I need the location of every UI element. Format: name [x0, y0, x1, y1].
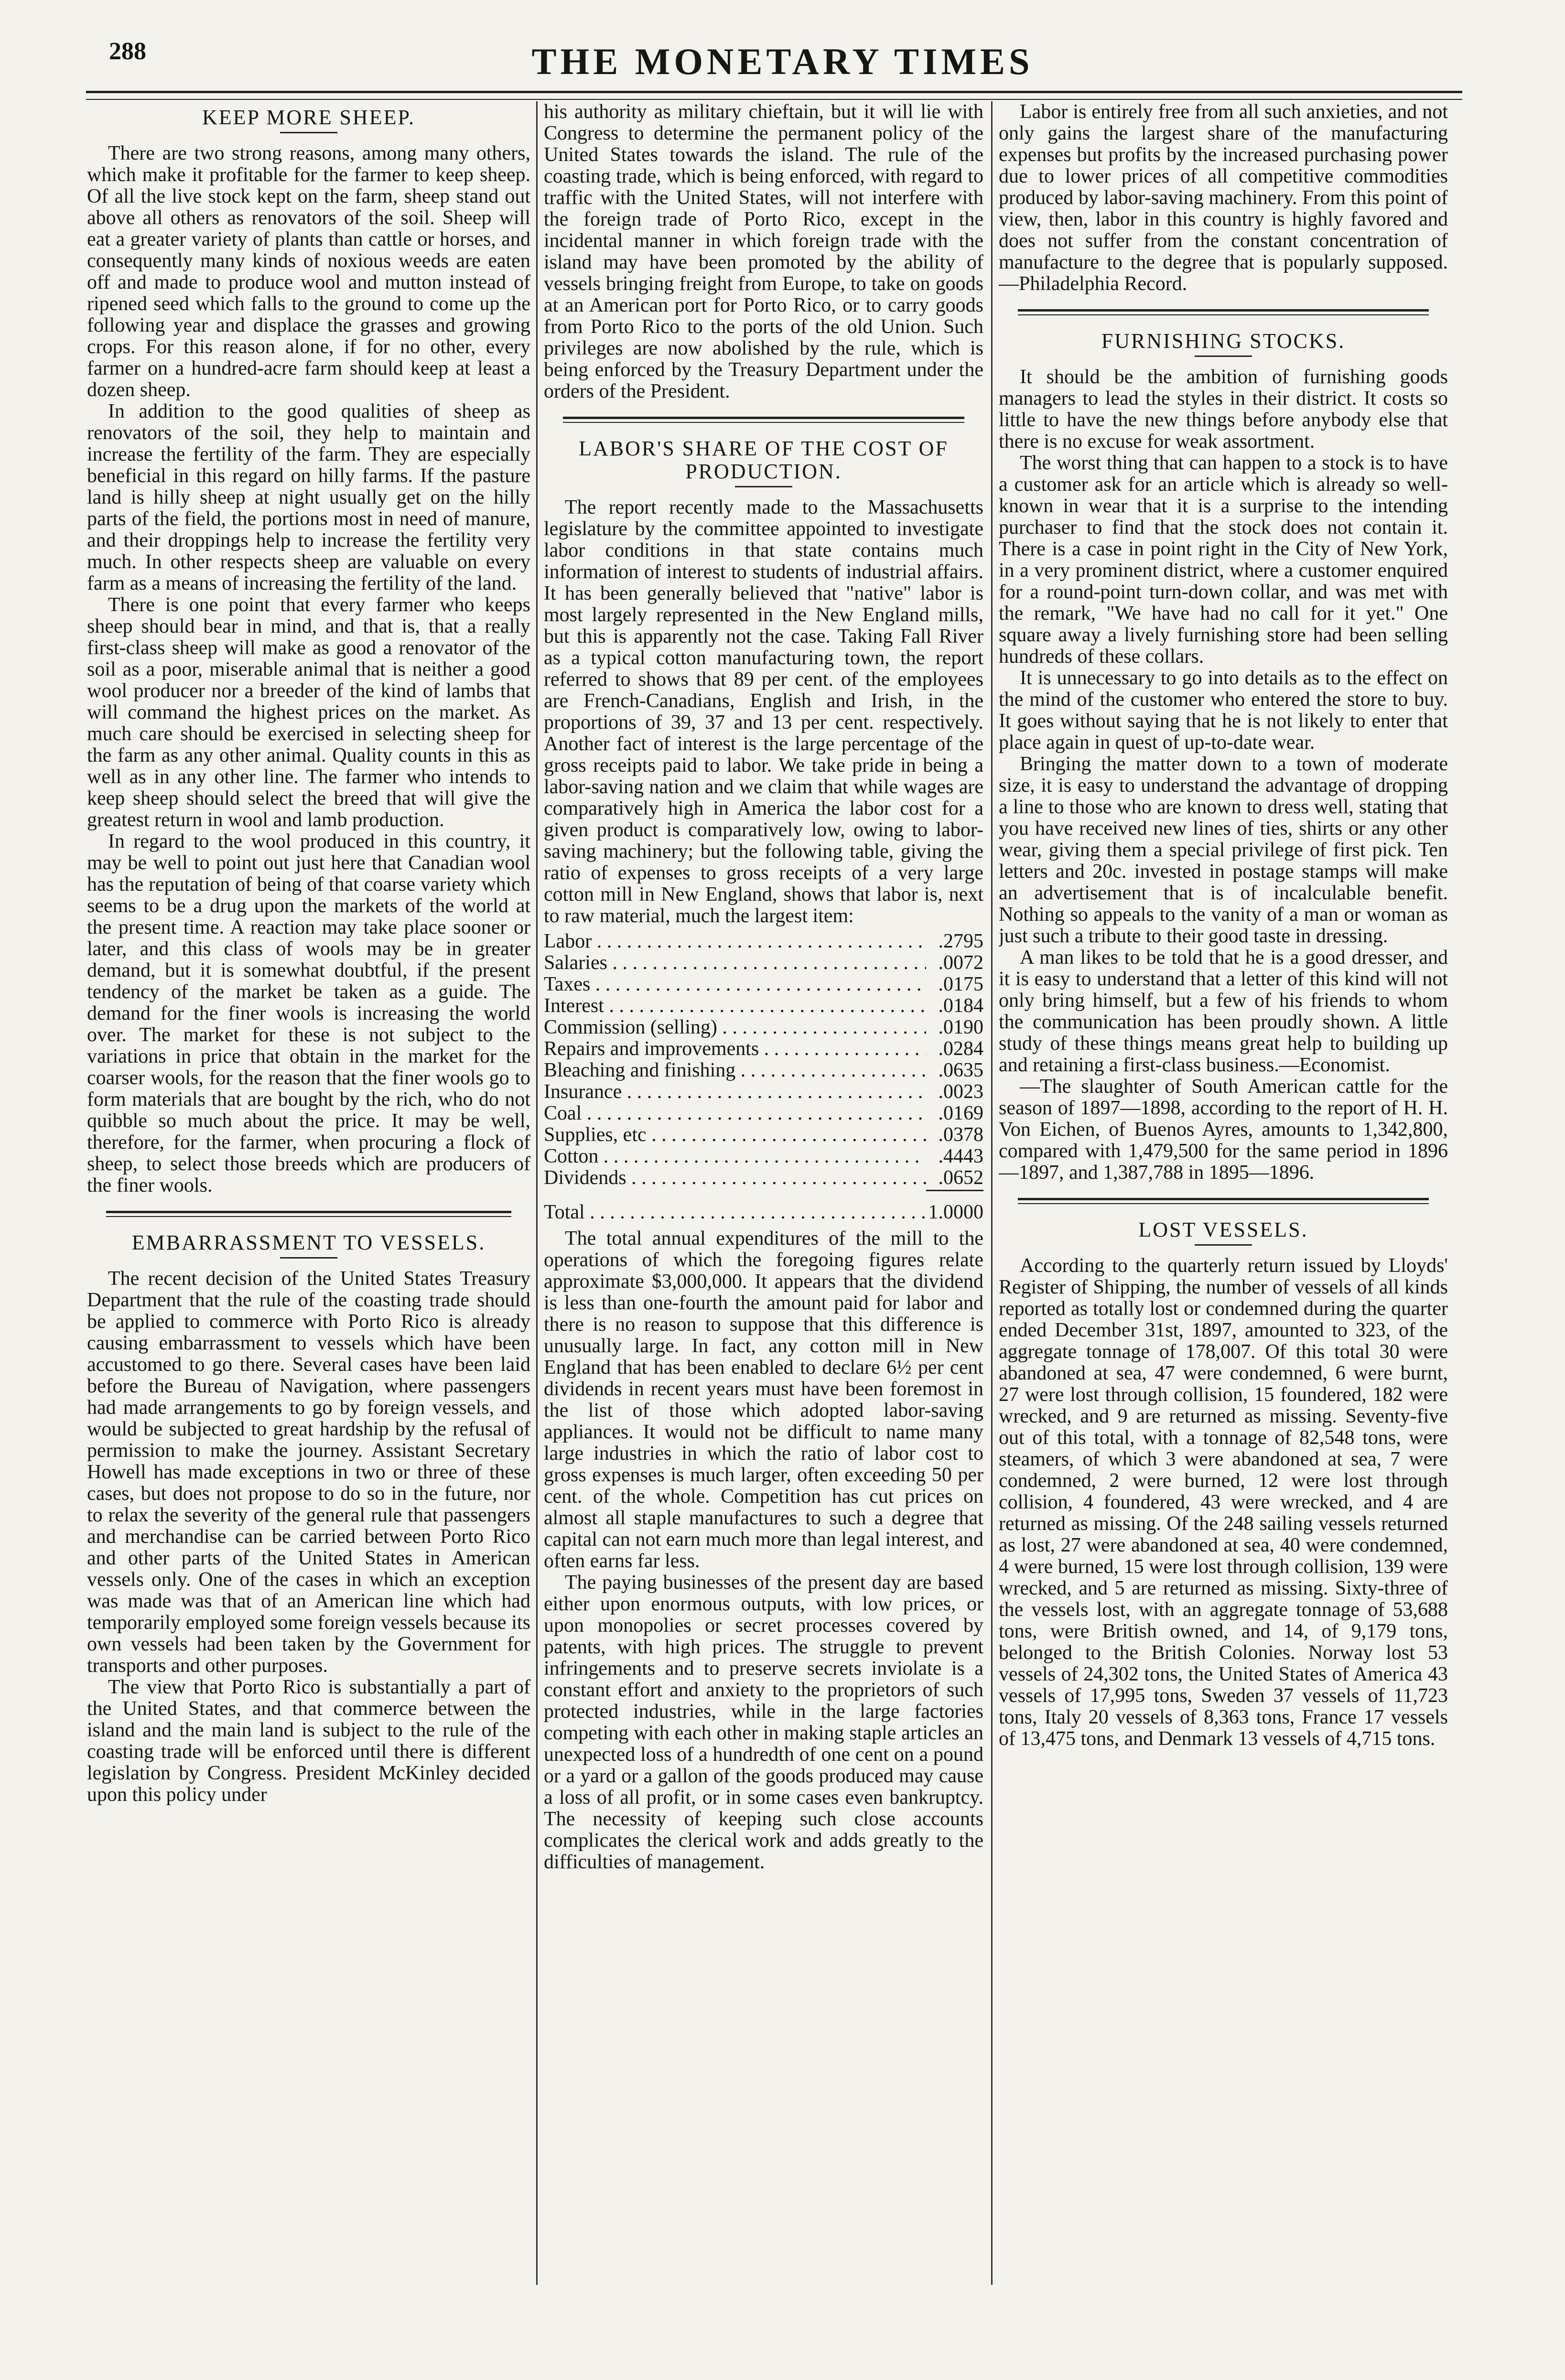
column-1	[87, 101, 530, 2280]
table-row	[544, 1103, 983, 1124]
table-label: Insurance . . .	[544, 1081, 926, 1103]
table-row	[544, 1124, 983, 1146]
article-paragraph: There is one point that every farmer who keeps sheep should bear in mind, and that is, that a really first-class sheep will make as good a renovator of the soil as a poor, miserable animal that is neither a good wool producer nor a breeder of the kind of lambs that will command the highest prices on the market. As much care should be exercised in selecting sheep for the farm as any other animal. Quality counts in this as well as in any other line. The farmer who intends to keep sheep should select the breed that will give the greatest return in wool and lamb production.	[87, 594, 530, 831]
article-separator	[106, 1211, 511, 1217]
table-value: .0023	[938, 1081, 983, 1103]
table-row	[544, 1017, 983, 1038]
header-rule	[86, 91, 1462, 100]
column-3	[999, 101, 1448, 2280]
table-value: .0378	[938, 1124, 983, 1146]
table-value: .0072	[938, 952, 983, 974]
title-rule	[280, 132, 337, 133]
article-paragraph: The report recently made to the Massachusetts legislature by the committee appointed to investigate labor conditions in that state contains much information of interest to students of industrial affairs. It has been generally believed that "native" labor is most largely represented in the New England mills, but this is apparently not the case. Taking Fall River as a typical cotton manufacturing town, the report referred to shows that 89 per cent. of the employees are French-Canadians, English and Irish, in the proportions of 39, 37 and 13 per cent. respectively. Another fact of interest is the large percentage of the gross receipts paid to labor. We take pride in being a labor-saving nation and we claim that while wages are comparatively high in America the labor cost for a given product is comparatively low, owing to labor-saving machinery; but the following table, giving the ratio of expenses to gross receipts of a very large cotton mill in New England, shows that labor is, next to raw material, much the largest item:	[544, 496, 983, 927]
table-label: Cotton . . .	[544, 1146, 926, 1167]
article-paragraph: —The slaughter of South American cattle for the season of 1897—1898, according to the report of H. H. Von Eichen, of Buenos Ayres, amounts to 1,342,800, compared with 1,479,500 for the same period in 1896—1897, and 1,387,788 in 1895—1896.	[999, 1076, 1448, 1184]
article-separator	[1018, 309, 1429, 315]
table-row	[544, 931, 983, 952]
table-label: Labor . . .	[544, 931, 926, 952]
page-number: 288	[109, 38, 146, 65]
table-value: .0169	[938, 1102, 983, 1124]
total-rule	[926, 1190, 983, 1191]
article-paragraph: Labor is entirely free from all such anxieties, and not only gains the largest share of the manufacturing expenses but profits by the increased purchasing power due to lower prices of all competitive commodities produced by labor-saving machinery. From this point of view, then, labor in this country is highly favored and does not suffer from the constant concentration of manufacture to the degree that is popularly supposed.—Philadelphia Record.	[999, 101, 1448, 295]
article-paragraph: There are two strong reasons, among many others, which make it profitable for the farmer to keep sheep. Of all the live stock kept on the farm, sheep stand out above all others as renovators of the soil. Sheep will eat a greater variety of plants than cattle or horses, and consequently many kinds of noxious weeds are eaten off and made to produce wool and mutton instead of ripened seed which falls to the ground to come up the following year and displace the grasses and growing crops. For this reason alone, if for no other, every farmer on a hundred-acre farm should keep at least a dozen sheep.	[87, 142, 530, 401]
article-title-keep-more-sheep: KEEP MORE SHEEP.	[202, 106, 416, 129]
column-divider	[536, 101, 538, 2285]
article-paragraph: Bringing the matter down to a town of moderate size, it is easy to understand the advantage of dropping a line to those who are known to dress well, stating that you have received new lines of ties, shirts or any other wear, giving them a special privilege of first pick. Ten letters and 20c. invested in postage stamps will make an advertisement that is of incalculable benefit. Nothing so appeals to the vanity of a man or woman as just such a tribute to their good taste in dressing.	[999, 753, 1448, 947]
title-rule	[735, 486, 792, 487]
table-label: Taxes . . .	[544, 974, 926, 995]
article-paragraph: A man likes to be told that he is a good dresser, and it is easy to understand that a letter of this kind will not only bring himself, but a few of his friends to whom the communication has been proudly shown. A little study of these things means great help to building up and retaining a first-class business.—Economist.	[999, 947, 1448, 1076]
table-label: Bleaching and finishing . . .	[544, 1060, 926, 1081]
table-row	[544, 1167, 983, 1189]
table-value: .0175	[938, 973, 983, 995]
table-row	[544, 1038, 983, 1060]
table-total-row	[544, 1202, 983, 1223]
table-row	[544, 974, 983, 995]
table-row	[544, 1081, 983, 1103]
table-value: .0652	[938, 1167, 983, 1189]
title-rule	[1195, 1244, 1252, 1246]
table-row	[544, 995, 983, 1017]
title-rule	[280, 1257, 337, 1259]
article-title-furnishing-stocks: FURNISHING STOCKS.	[1101, 329, 1346, 353]
column-2	[544, 101, 983, 2280]
article-paragraph: The recent decision of the United States Treasury Department that the rule of the coasting trade should be applied to commerce with Porto Rico is already causing embarrassment to vessels which have been accustomed to go there. Several cases have been laid before the Bureau of Navigation, where passengers had made arrangements to go by foreign vessels, and would be subjected to great hardship by the refusal of permission to make the journey. Assistant Secretary Howell has made exceptions in two or three of these cases, but does not propose to do so in the future, nor to relax the severity of the general rule that passengers and merchandise can be carried between Porto Rico and other parts of the United States in American vessels only. One of the cases in which an exception was made was that of an American line which had temporarily employed some foreign vessels because its own vessels had been taken by the Government for transports and other purposes.	[87, 1268, 530, 1677]
table-value: .0184	[938, 995, 983, 1017]
table-value: .0284	[938, 1038, 983, 1060]
article-paragraph: The view that Porto Rico is substantially a part of the United States, and that commerce between the island and the main land is subject to the rule of the coasting trade will be enforced until there is different legislation by Congress. President McKinley decided upon this policy under	[87, 1676, 530, 1806]
article-separator	[563, 417, 964, 423]
table-label: Salaries . . .	[544, 952, 926, 974]
article-title-labors-share: LABOR'S SHARE OF THE COST OF PRODUCTION.	[579, 437, 949, 483]
table-row	[544, 1060, 983, 1081]
table-value: .0190	[938, 1016, 983, 1038]
article-paragraph: According to the quarterly return issued by Lloyds' Register of Shipping, the number of vessels of all kinds reported as totally lost or condemned during the quarter ended December 31st, 1897, amounted to 323, of the aggregate tonnage of 178,007. Of this total 30 were abandoned at sea, 47 were condemned, 6 were burnt, 27 were lost through collision, 15 foundered, 182 were wrecked, and 9 are returned as missing. Seventy-five out of this total, with a tonnage of 82,548 tons, were steamers, of which 3 were abandoned at sea, 7 were condemned, 2 were burned, 12 were lost through collision, 4 foundered, 43 were wrecked, and 4 are returned as missing. Of the 248 sailing vessels returned as lost, 27 were abandoned at sea, 40 were condemned, 4 were burned, 15 were lost through collision, 139 were wrecked, and 5 are returned as missing. Sixty-three of the vessels lost, with an aggregate tonnage of 53,688 tons, were British owned, and 14, of 9,179 tons, belonged to the British Colonies. Norway lost 53 vessels of 24,302 tons, the United States of America 43 vessels of 17,995 tons, Sweden 37 vessels of 11,723 tons, Italy 20 vessels of 8,363 tons, France 17 vessels of 13,475 tons, and Denmark 13 vessels of 4,715 tons.	[999, 1255, 1448, 1750]
article-separator	[1018, 1198, 1429, 1204]
title-rule	[1195, 355, 1252, 357]
table-value: .0635	[938, 1059, 983, 1081]
table-row	[544, 952, 983, 974]
expense-table	[544, 931, 983, 1223]
table-label: Dividends . . .	[544, 1167, 926, 1189]
table-value: .2795	[938, 930, 983, 952]
table-total-value: 1.0000	[928, 1201, 983, 1223]
table-total-label: Total . . .	[544, 1202, 926, 1223]
article-paragraph: The worst thing that can happen to a stock is to have a customer ask for an article which is already so well-known in wear that it is a surprise to the intending purchaser to find that the stock does not contain it. There is a case in point right in the City of New York, in a very prominent district, where a customer enquired for a round-point turn-down collar, and was met with the remark, "We have had no call for it yet." One square away a lively furnishing store had been selling hundreds of these collars.	[999, 452, 1448, 668]
column-divider	[991, 101, 993, 2285]
article-paragraph: It should be the ambition of furnishing goods managers to lead the styles in their district. It costs so little to have the new things before anybody else that there is no excuse for weak assortment.	[999, 366, 1448, 452]
table-value: .4443	[938, 1145, 983, 1167]
table-label: Commission (selling) . . .	[544, 1017, 926, 1038]
table-row	[544, 1146, 983, 1167]
article-title-embarrassment: EMBARRASSMENT TO VESSELS.	[131, 1231, 486, 1254]
article-paragraph: In regard to the wool produced in this country, it may be well to point out just here that Canadian wool has the reputation of being of that coarse variety which seems to be a drug upon the markets of the world at the present time. A reaction may take place sooner or later, and this class of wools may be in greater demand, but it is somewhat doubtful, if the present tendency of the market be taken as a guide. The demand for the finer wools is increasing the world over. The market for these is not subject to the variations in price that obtain in the market for the coarser wools, for the reason that the finer wools go to form materials that are bought by the rich, who do not quibble so much about the price. It may be well, therefore, for the farmer, when procuring a flock of sheep, to select those breeds which are producers of the finer wools.	[87, 830, 530, 1196]
article-title-lost-vessels: LOST VESSELS.	[1138, 1218, 1308, 1241]
table-label: Coal . . .	[544, 1103, 926, 1124]
article-paragraph: his authority as military chieftain, but it will lie with Congress to determine the permanent policy of the United States towards the island. The rule of the coasting trade, which is being enforced, with regard to traffic with the United States, will not interfere with the foreign trade of Porto Rico, except in the incidental manner in which foreign trade with the island may have been promoted by the ability of vessels bringing freight from Europe, to take on goods at an American port for Porto Rico, or to carry goods from Porto Rico to the ports of the old Union. Such privileges are now abolished by the rule, which is being enforced by the Treasury Department under the orders of the President.	[544, 101, 983, 402]
table-label: Repairs and improvements . . .	[544, 1038, 926, 1060]
table-label: Interest . . .	[544, 995, 926, 1017]
article-paragraph: It is unnecessary to go into details as to the effect on the mind of the customer who entered the store to buy. It goes without saying that he is not likely to enter that place again in quest of up-to-date wear.	[999, 667, 1448, 754]
article-paragraph: The total annual expenditures of the mill to the operations of which the foregoing figures relate approximate $3,000,000. It appears that the dividend is less than one-fourth the amount paid for labor and there is no reason to suppose that this difference is unusually large. In fact, any cotton mill in New England that has been enabled to declare 6½ per cent dividends in recent years must have been foremost in the list of those which adopted labor-saving appliances. It would not be difficult to name many large industries in which the ratio of labor cost to gross expenses is much larger, often exceeding 50 per cent. of the whole. Competition has cut prices on almost all staple manufactures to such a degree that capital can not earn much more than legal interest, and often earns far less.	[544, 1228, 983, 1572]
masthead-title: THE MONETARY TIMES	[531, 41, 1034, 82]
article-paragraph: The paying businesses of the present day are based either upon enormous outputs, with low prices, or upon monopolies or secret processes covered by patents, with high prices. The struggle to prevent infringements and to preserve secrets inviolate is a constant effort and anxiety to the proprietors of such protected industries, while in the large factories competing with each other in making staple articles an unexpected loss of a hundredth of one cent on a pound or a yard or a gallon of the goods produced may cause a loss of all profit, or in some cases even bankruptcy. The necessity of keeping such close accounts complicates the clerical work and adds greatly to the difficulties of management.	[544, 1572, 983, 1873]
article-paragraph: In addition to the good qualities of sheep as renovators of the soil, they help to maintain and increase the fertility of the farm. They are especially beneficial in this regard on hilly farms. If the pasture land is hilly sheep at night usually get on the hilly parts of the field, the portions most in need of manure, and their droppings help to increase the fertility very much. In other respects sheep are valuable on every farm as a means of increasing the fertility of the land.	[87, 400, 530, 594]
table-label: Supplies, etc . . .	[544, 1124, 926, 1146]
